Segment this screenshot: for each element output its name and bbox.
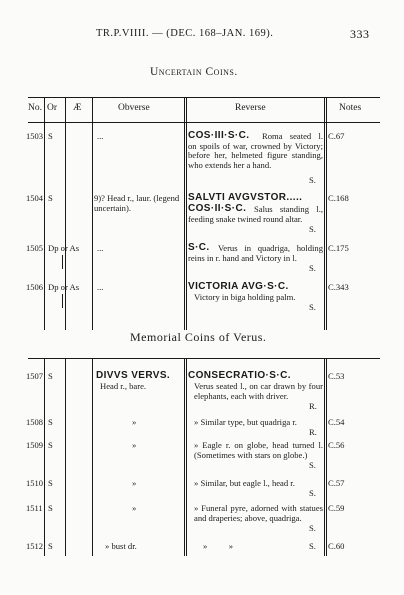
coin-metal: S: [48, 503, 53, 513]
coin-metal: Dp or As: [48, 243, 80, 253]
col-header-reverse: Reverse: [235, 103, 266, 113]
coin-reverse-metal: S.: [309, 488, 316, 498]
coin-reference: C.67: [328, 131, 345, 141]
coin-reference: C.175: [328, 243, 349, 253]
coin-reverse-text: Verus seated l., on car drawn by four elephants, each with driver.: [194, 381, 323, 401]
coin-obverse: »: [132, 440, 137, 450]
coin-reverse-metal: S.: [309, 541, 316, 551]
coin-reverse-legend-2: COS·II·S·C.: [188, 203, 247, 214]
coin-metal: S: [48, 417, 53, 427]
table2-top-rule: [28, 358, 380, 359]
coin-reverse-legend: VICTORIA AVG·S·C.: [188, 281, 289, 292]
coin-reverse-metal: S.: [309, 460, 316, 470]
coin-number: 1505: [26, 243, 43, 253]
coin-number: 1510: [26, 478, 43, 488]
coin-reverse-legend: SALVTI AVGVSTOR.....: [188, 192, 303, 203]
col-header-or: Or: [47, 103, 58, 113]
col-divider: [184, 97, 185, 330]
coin-reverse-text: » Funeral pyre, adorned with statues and draperies; above, quadriga.: [194, 503, 323, 523]
coin-number: 1512: [26, 541, 43, 551]
col-divider: [326, 358, 327, 556]
coin-obverse: ...: [97, 282, 104, 292]
col-header-notes: Notes: [339, 103, 362, 113]
section-title-memorial: Memorial Coins of Verus.: [130, 330, 267, 344]
coin-reverse-metal: S.: [309, 523, 316, 533]
coin-reverse-text: » Similar, but eagle l., head r.: [194, 478, 295, 488]
coin-number: 1509: [26, 440, 43, 450]
coin-metal: S: [48, 440, 53, 450]
table1-header-rule: [28, 122, 380, 123]
col-divider: [186, 358, 187, 556]
col-divider: [44, 358, 45, 556]
coin-reverse-metal: S.: [309, 302, 316, 312]
coin-number: 1503: [26, 131, 43, 141]
coin-reverse-legend: CONSECRATIO·S·C.: [188, 370, 291, 381]
running-header: TR.P.VIIII. — (DEC. 168–JAN. 169).: [96, 28, 274, 39]
coin-number: 1507: [26, 371, 43, 381]
coin-reverse-text: » Eagle r. on globe, head turned l. (Sometimes with stars on globe.): [194, 440, 323, 460]
col-divider: [184, 358, 185, 556]
coin-reverse-text: Verus in quadriga, holding reins in r. hand and Victory in l.: [188, 243, 323, 263]
coin-reverse-metal: S.: [309, 175, 316, 185]
coin-number: 1508: [26, 417, 43, 427]
page-number: 333: [350, 27, 370, 41]
coin-metal: S: [48, 131, 53, 141]
coin-reference: C.60: [328, 541, 345, 551]
coin-reverse-legend: COS·III·S·C.: [188, 130, 250, 141]
col-header-obverse: Obverse: [118, 103, 150, 113]
coin-reverse-text: Salus standing l., feeding snake twined round altar.: [188, 204, 323, 224]
metal-bracket: [62, 255, 63, 269]
col-divider: [65, 97, 66, 330]
coin-obverse: 9)? Head r., laur. (legend uncertain).: [94, 193, 180, 213]
coin-reverse-metal: R.: [309, 401, 317, 411]
section-title-uncertain: Uncertain Coins.: [150, 66, 238, 78]
coin-obverse: ...: [97, 131, 104, 141]
coin-obverse: ...: [97, 243, 104, 253]
col-divider: [324, 97, 325, 330]
coin-obverse: »: [132, 478, 137, 488]
coin-metal: S: [48, 541, 53, 551]
coin-reverse-text: Victory in biga holding palm.: [194, 292, 296, 302]
coin-reverse-legend: S·C.: [188, 242, 210, 253]
coin-reverse-text: » Similar type, but quadriga r.: [194, 417, 297, 427]
coin-metal: S: [48, 193, 53, 203]
col-divider: [44, 97, 45, 330]
col-divider: [324, 358, 325, 556]
coin-number: 1504: [26, 193, 43, 203]
table1-top-rule: [28, 97, 380, 98]
coin-reverse-text: Roma seated l. on spoils of war, crowned by Victory; before her, helmeted figure standing, who extends her a hand.: [188, 131, 323, 170]
col-header-ae: Æ: [73, 103, 82, 113]
coin-reference: C.57: [328, 478, 345, 488]
col-divider: [92, 97, 93, 330]
coin-obverse: »: [132, 503, 137, 513]
coin-reference: C.56: [328, 440, 345, 450]
col-header-no: No.: [28, 103, 42, 113]
coin-number: 1511: [26, 503, 43, 513]
col-divider: [92, 358, 93, 556]
coin-metal: S: [48, 371, 53, 381]
coin-obverse: »: [132, 417, 137, 427]
metal-bracket: [62, 294, 63, 308]
col-divider: [326, 97, 327, 330]
coin-reference: C.168: [328, 193, 349, 203]
coin-obverse-legend: DIVVS VERVS.: [96, 370, 171, 381]
coin-reference: C.59: [328, 503, 345, 513]
coin-obverse: Head r., bare.: [100, 381, 147, 391]
col-divider: [65, 358, 66, 556]
coin-reverse-metal: S.: [309, 263, 316, 273]
coin-reference: C.53: [328, 371, 345, 381]
coin-metal: S: [48, 478, 53, 488]
coin-reverse-metal: S.: [309, 224, 316, 234]
coin-number: 1506: [26, 282, 43, 292]
coin-obverse: » bust dr.: [105, 541, 137, 551]
col-divider: [186, 97, 187, 330]
coin-reference: C.54: [328, 417, 345, 427]
coin-reference: C.343: [328, 282, 349, 292]
coin-reverse-metal: R.: [309, 427, 317, 437]
coin-reverse-text: » »: [203, 541, 234, 551]
coin-metal: Dp or As: [48, 282, 80, 292]
